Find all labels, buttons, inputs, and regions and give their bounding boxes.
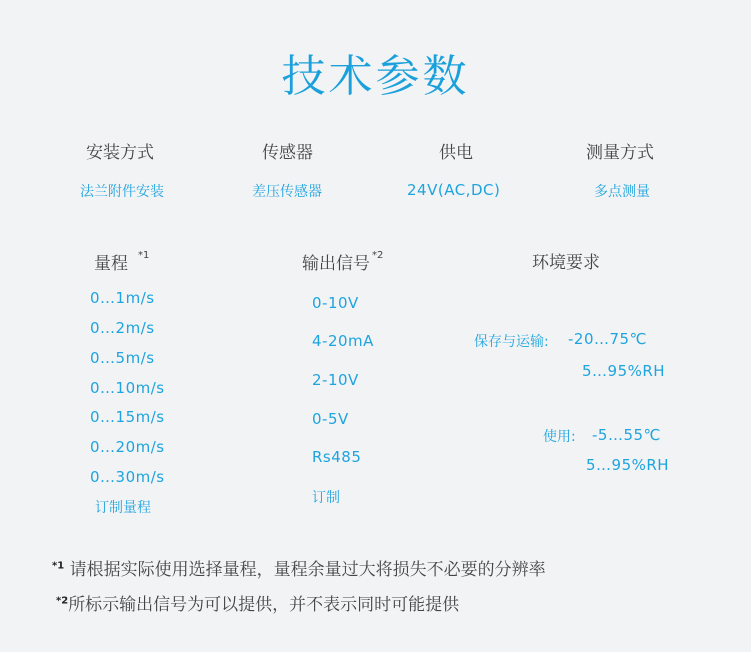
output-heading-text: 输出信号 — [302, 254, 370, 274]
range-footnote-marker: *1 — [138, 250, 150, 262]
range-item: 0…20m/s — [90, 438, 165, 456]
footnote-2 — [56, 590, 459, 615]
power-label: 供电 — [439, 143, 473, 163]
output-item: 2-10V — [312, 371, 359, 389]
measure-method-label: 测量方式 — [586, 143, 654, 163]
range-heading — [94, 249, 149, 274]
sensor-value: 差压传感器 — [252, 184, 322, 200]
output-custom: 订制 — [312, 490, 340, 506]
output-item: 0-5V — [312, 410, 349, 428]
page-title: 技术参数 — [281, 51, 470, 102]
install-method-label: 安装方式 — [86, 143, 154, 163]
output-heading — [302, 249, 383, 274]
footnote-2-marker: *2 — [56, 595, 69, 607]
storage-label: 保存与运输: — [474, 334, 549, 350]
footnote-1-marker: *1 — [52, 560, 65, 572]
footnote-1 — [52, 555, 546, 580]
range-custom: 订制量程 — [95, 500, 151, 516]
range-heading-text: 量程 — [94, 254, 128, 274]
output-item: 0-10V — [312, 294, 359, 312]
output-footnote-marker: *2 — [372, 250, 384, 262]
range-item: 0…5m/s — [90, 349, 155, 367]
use-humidity: 5…95%RH — [586, 456, 670, 474]
output-item: 4-20mA — [312, 332, 374, 350]
range-item: 0…10m/s — [90, 379, 165, 397]
power-value: 24V(AC,DC) — [407, 181, 501, 199]
use-label: 使用: — [543, 429, 576, 445]
sensor-label: 传感器 — [262, 143, 313, 163]
range-item: 0…1m/s — [90, 289, 155, 307]
use-temp: -5…55℃ — [592, 426, 661, 444]
measure-method-value: 多点测量 — [594, 184, 650, 200]
output-item: Rs485 — [312, 448, 362, 466]
storage-temp: -20…75℃ — [568, 330, 647, 348]
range-item: 0…15m/s — [90, 408, 165, 426]
footnote-2-text: 所标示输出信号为可以提供，并不表示同时可能提供 — [68, 595, 460, 615]
install-method-value: 法兰附件安装 — [80, 184, 164, 200]
storage-humidity: 5…95%RH — [582, 362, 666, 380]
range-item: 0…30m/s — [90, 468, 165, 486]
range-item: 0…2m/s — [90, 319, 155, 337]
footnote-1-text: 请根据实际使用选择量程，量程余量过大将损失不必要的分辨率 — [69, 560, 546, 580]
environment-heading: 环境要求 — [532, 253, 600, 273]
